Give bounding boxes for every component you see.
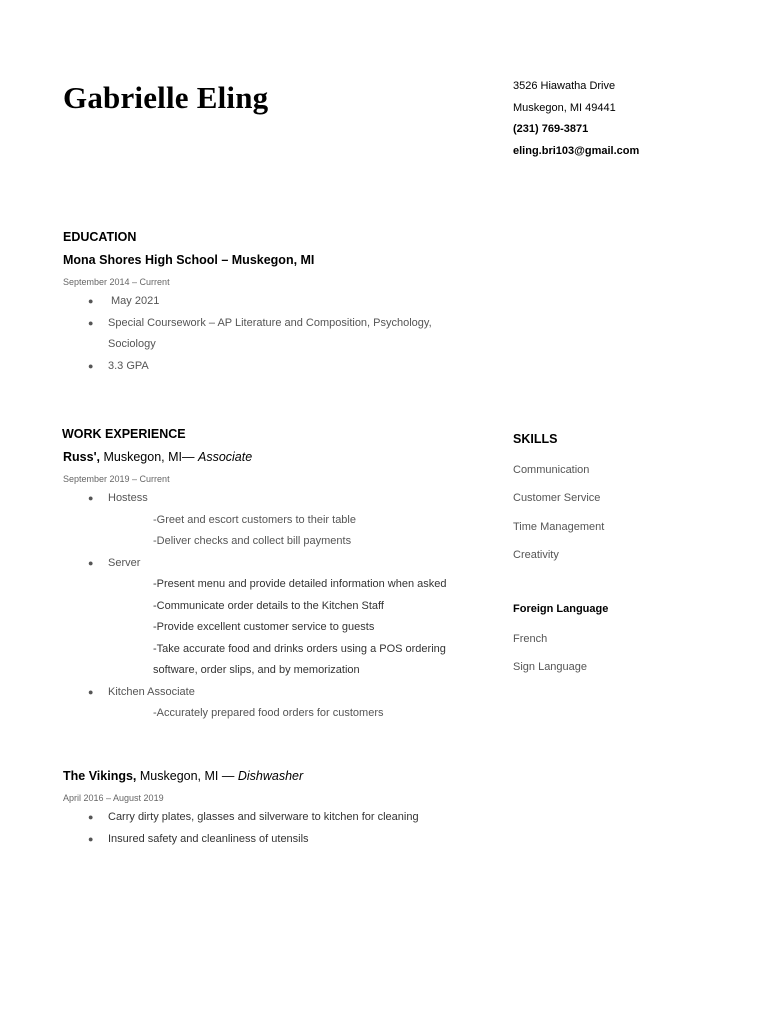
russ-dates: September 2019 – Current bbox=[63, 474, 170, 484]
skills-list bbox=[513, 462, 604, 575]
contact-block bbox=[513, 78, 639, 164]
school-name: Mona Shores High School – Muskegon, MI bbox=[63, 253, 315, 267]
address-line-1: 3526 Hiawatha Drive bbox=[513, 80, 616, 92]
list-item: Sociology bbox=[108, 338, 156, 350]
list-item: -Deliver checks and collect bill payments bbox=[153, 535, 352, 547]
vikings-dates: April 2016 – August 2019 bbox=[63, 793, 164, 803]
language-item: French bbox=[513, 633, 548, 645]
list-item: -Take accurate food and drinks orders using a POS ordering bbox=[153, 642, 446, 655]
list-item: -Communicate order details to the Kitchen Staff bbox=[153, 599, 384, 612]
list-item: ● Insured safety and cleanliness of utensils bbox=[88, 829, 419, 851]
bullet-icon: ● bbox=[88, 812, 94, 822]
language-item: Sign Language bbox=[513, 661, 588, 674]
job-title-vikings: The Vikings, Muskegon, MI — Dishwasher bbox=[63, 769, 304, 783]
russ-duties-list bbox=[88, 488, 447, 725]
job-title-russ: Russ', Muskegon, MI— Associate bbox=[63, 450, 253, 464]
list-item: ● Hostess bbox=[88, 488, 447, 510]
bullet-icon: ● bbox=[88, 493, 94, 503]
list-item: software, order slips, and by memorization bbox=[153, 664, 360, 676]
list-item: ● Server bbox=[88, 553, 447, 575]
education-heading: EDUCATION bbox=[63, 230, 137, 244]
dash-icon: - bbox=[153, 578, 157, 590]
list-item: ● 3.3 GPA bbox=[88, 356, 432, 378]
bullet-icon: ● bbox=[88, 686, 94, 697]
skill-item: Customer Service bbox=[513, 492, 601, 505]
foreign-language-heading: Foreign Language bbox=[513, 603, 609, 615]
dash-icon: - bbox=[153, 707, 157, 719]
phone-number: (231) 769-3871 bbox=[513, 123, 589, 135]
dash-icon: - bbox=[153, 535, 157, 547]
email-address: eling.bri103@gmail.com bbox=[513, 144, 640, 157]
resume-name: Gabrielle Eling bbox=[63, 80, 269, 115]
bullet-icon: ● bbox=[88, 557, 94, 568]
education-list bbox=[88, 291, 432, 377]
list-item: ● Special Coursework – AP Literature and Composition, Psychology, bbox=[88, 313, 432, 335]
dash-icon: - bbox=[153, 642, 157, 655]
bullet-icon: ● bbox=[88, 296, 94, 306]
skill-item: Communication bbox=[513, 464, 590, 476]
address-line-2: Muskegon, MI 49441 bbox=[513, 101, 616, 114]
dash-icon: - bbox=[153, 513, 157, 526]
list-item: ● Carry dirty plates, glasses and silverware to kitchen for cleaning bbox=[88, 807, 419, 829]
skills-heading: SKILLS bbox=[513, 432, 558, 446]
language-list bbox=[513, 631, 587, 688]
list-item: -Present menu and provide detailed information when asked bbox=[153, 578, 447, 590]
list-item: -Provide excellent customer service to guests bbox=[153, 621, 375, 633]
work-experience-heading: WORK EXPERIENCE bbox=[62, 427, 186, 441]
skill-item: Time Management bbox=[513, 520, 605, 533]
list-item: -Accurately prepared food orders for customers bbox=[153, 707, 384, 719]
bullet-icon: ● bbox=[88, 833, 94, 844]
vikings-duties-list bbox=[88, 807, 419, 850]
dash-icon: - bbox=[153, 621, 157, 633]
dash-icon: - bbox=[153, 599, 157, 612]
bullet-icon: ● bbox=[88, 317, 94, 328]
bullet-icon: ● bbox=[88, 360, 94, 371]
skill-item: Creativity bbox=[513, 548, 559, 561]
list-item: ● May 2021 bbox=[88, 291, 432, 313]
list-item: ● Kitchen Associate bbox=[88, 682, 447, 704]
education-dates: September 2014 – Current bbox=[63, 277, 170, 287]
list-item: -Greet and escort customers to their table bbox=[153, 513, 356, 526]
